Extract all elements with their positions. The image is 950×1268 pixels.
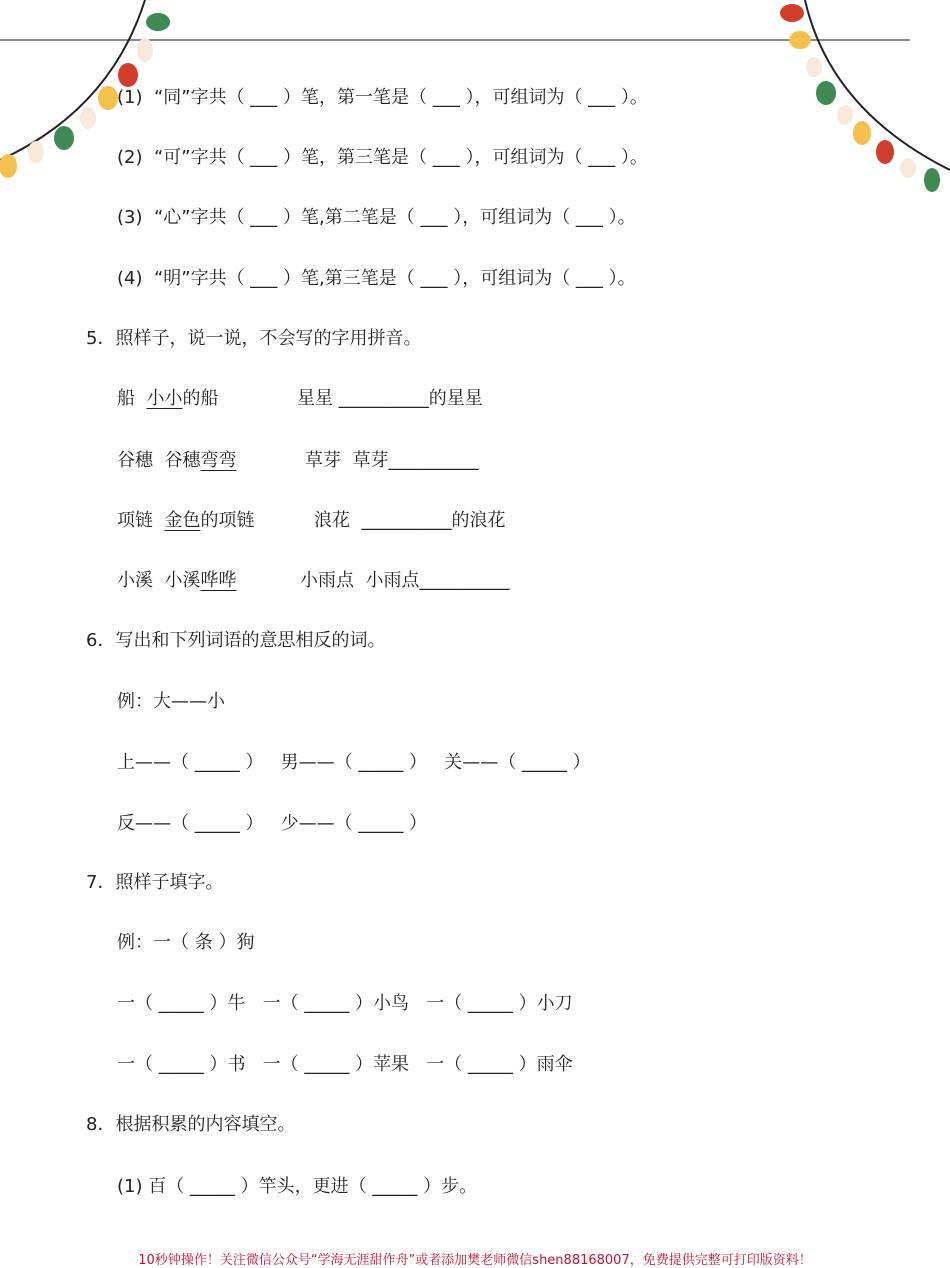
q6-row-1: 上——（ _____ ） 男——（ _____ ） 关——（ _____ ）	[117, 752, 591, 773]
q5-row-4-b: 小雨点 小雨点__________	[300, 570, 510, 591]
q5-underlined-word: 金色	[164, 510, 201, 531]
q4-item-4: (4) “明”字共（ ___ ）笔,第三笔是（ ___ ），可组词为（ ___ ）。	[117, 268, 636, 289]
q5-title: 5．照样子，说一说，不会写的字用拼音。	[86, 328, 422, 349]
q5-row-4	[117, 569, 236, 593]
q5-underlined-word: 哗哗	[200, 570, 237, 591]
q5-word: 项链	[117, 510, 165, 531]
q5-row-2	[117, 449, 236, 473]
q5-row-1	[117, 387, 218, 411]
q7-row-1: 一（ _____ ）牛 一（ _____ ）小鸟 一（ _____ ）小刀	[117, 993, 573, 1014]
q5-underlined-word: 小小	[146, 388, 183, 409]
q4-item-1: (1) “同”字共（ ___ ）笔，第一笔是（ ___ ），可组词为（ ___ ）。	[117, 87, 648, 108]
q8-title: 8．根据积累的内容填空。	[86, 1114, 296, 1135]
garland-right-decoration	[770, 0, 950, 200]
q7-row-2: 一（ _____ ）书 一（ _____ ）苹果 一（ _____ ）雨伞	[117, 1054, 573, 1075]
q6-title: 6．写出和下列词语的意思相反的词。	[86, 630, 386, 651]
q5-row-1-b: 星星 __________的星星	[297, 388, 483, 409]
q4-item-2: (2) “可”字共（ ___ ）笔，第三笔是（ ___ ），可组词为（ ___ ）。	[117, 147, 648, 168]
q6-example: 例：大——小	[117, 691, 225, 712]
q8-item-1: (1) 百（ _____ ）竿头，更进（ _____ ）步。	[117, 1176, 478, 1197]
q4-item-3: (3) “心”字共（ ___ ）笔,第二笔是（ ___ ），可组词为（ ___ ）。	[117, 207, 636, 228]
q5-word: 小溪 小溪	[117, 570, 201, 591]
q5-underlined-word: 弯弯	[200, 450, 237, 471]
q7-example: 例：一（ 条 ）狗	[117, 932, 255, 953]
q5-word: 的船	[182, 388, 219, 409]
q6-row-2: 反——（ _____ ） 少——（ _____ ）	[117, 813, 428, 834]
q5-word: 的项链	[200, 510, 255, 531]
q7-title: 7．照样子填字。	[86, 872, 224, 893]
q5-word: 谷穗 谷穗	[117, 450, 201, 471]
q5-row-2-b: 草芽 草芽__________	[305, 450, 479, 471]
q5-row-3	[117, 509, 254, 533]
q5-row-3-b: 浪花 __________的浪花	[314, 510, 506, 531]
q5-word: 船	[117, 388, 147, 409]
footer-promo-text: 10秒钟操作！关注微信公众号“学海无涯甜作舟”或者添加樊老师微信shen88168007，免费提供完整可打印版资料！	[138, 1253, 812, 1268]
